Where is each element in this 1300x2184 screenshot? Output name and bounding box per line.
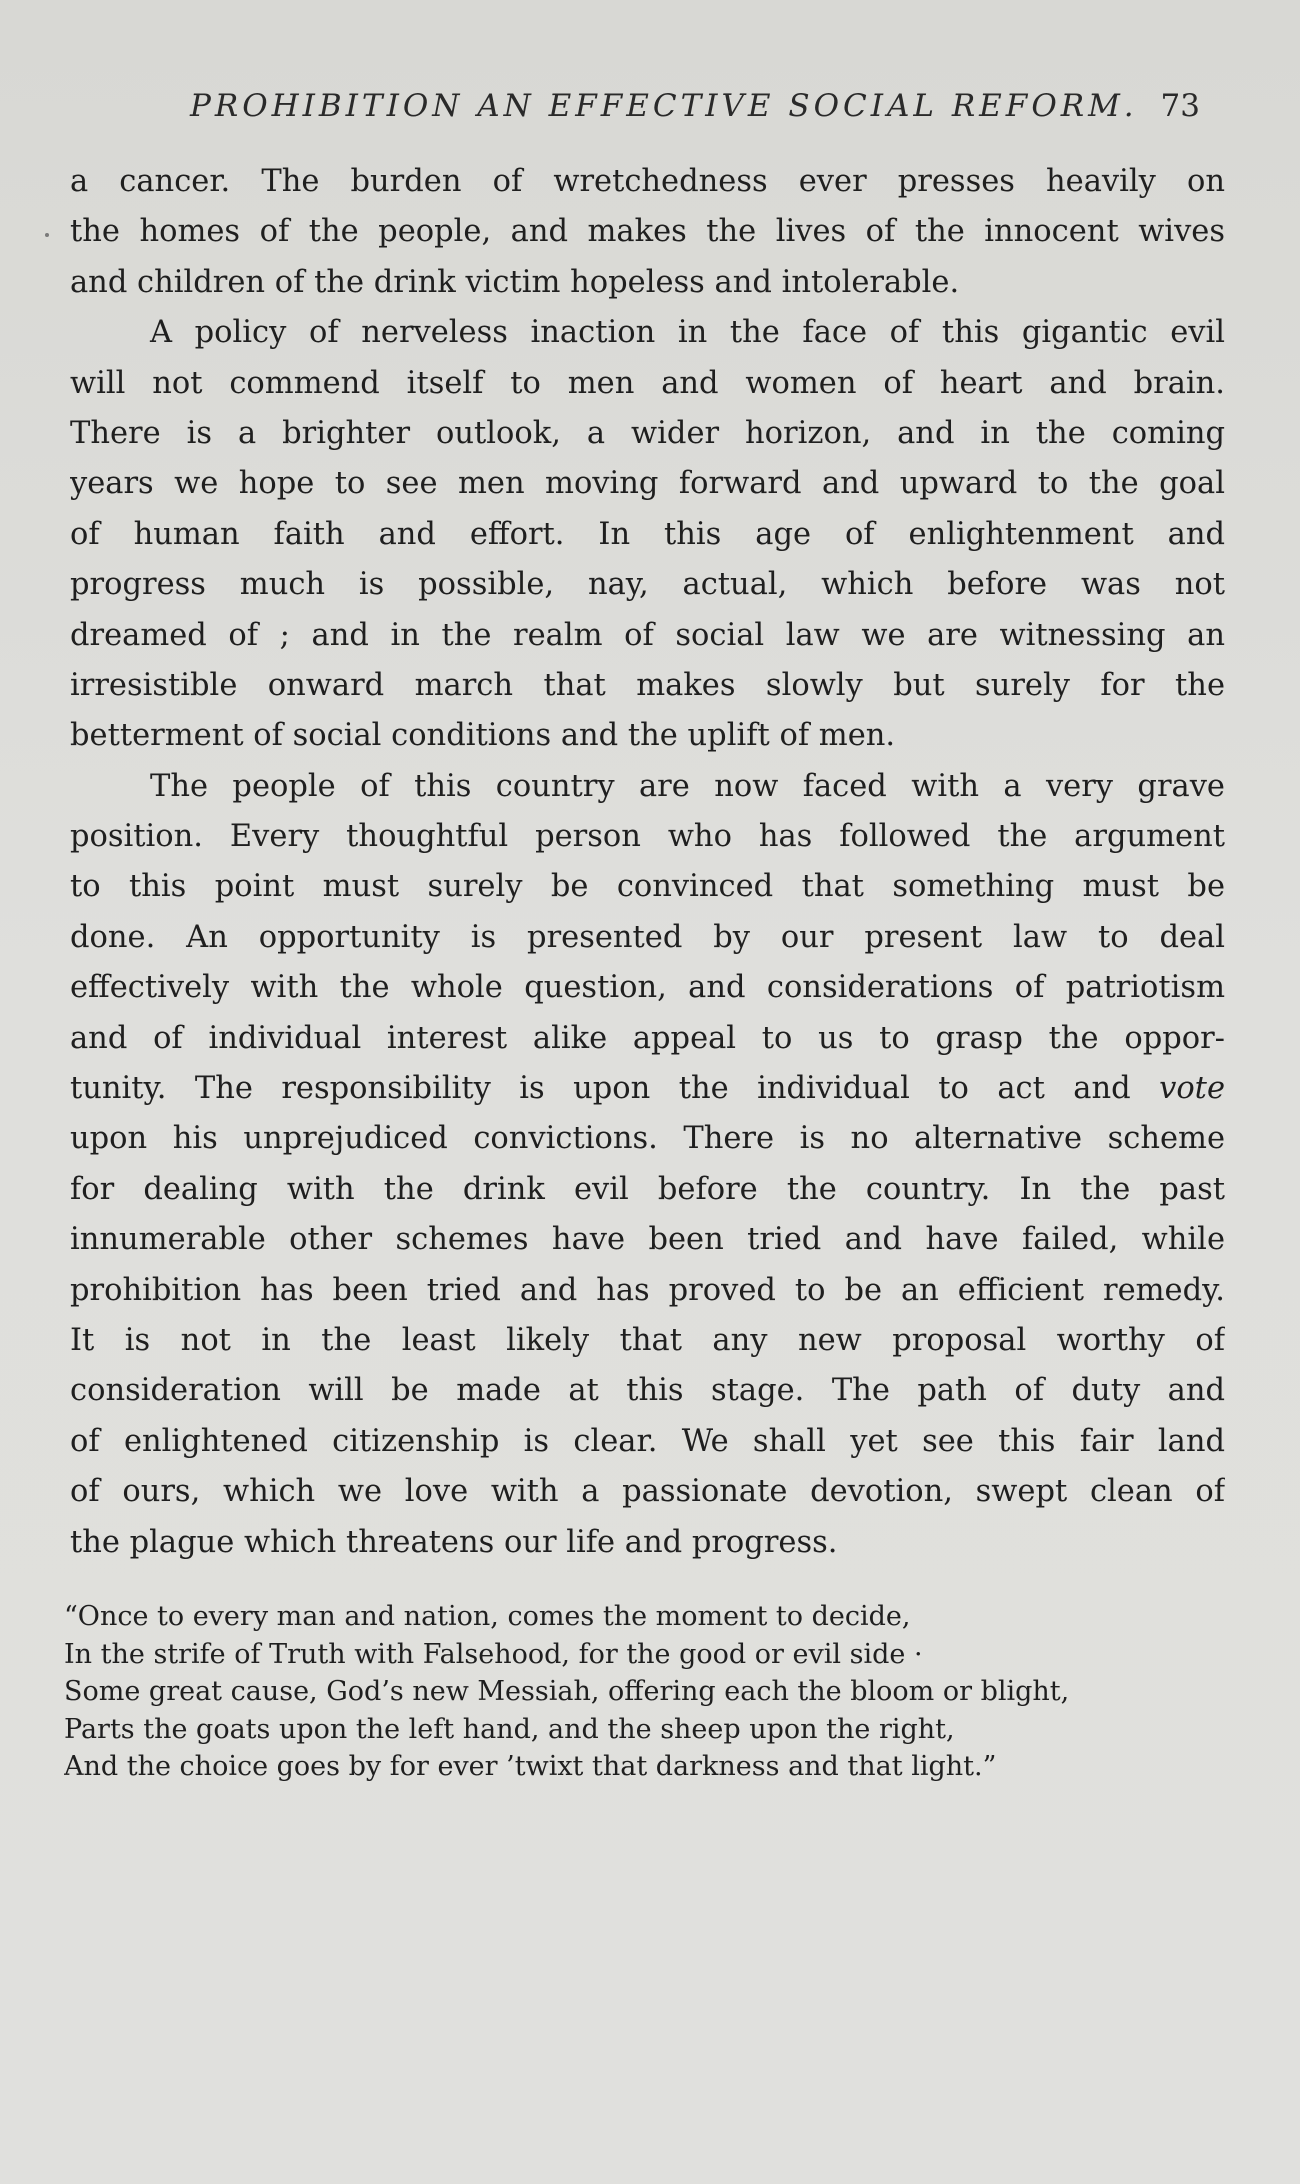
text-line: of enlightened citizenship is clear. We shall yet see this fair land	[70, 1423, 1225, 1459]
verse-line: “Once to every man and nation, comes the moment to decide,	[64, 1601, 911, 1632]
text-line: position. Every thoughtful person who has followed the argument	[70, 819, 1225, 855]
text-line: There is a brighter outlook, a wider horizon, and in the coming	[70, 415, 1225, 451]
text-line: consideration will be made at this stage. The path of duty and	[70, 1373, 1225, 1409]
margin-mark	[45, 233, 49, 237]
verse-line: Some great cause, God’s new Messiah, offering each the bloom or blight,	[64, 1676, 1070, 1707]
text-line: prohibition has been tried and has proved to be an efficient remedy.	[70, 1272, 1225, 1308]
paragraph-start-line: A policy of nerveless inaction in the face of this gigantic evil	[150, 315, 1225, 351]
running-head-title: PROHIBITION AN EFFECTIVE SOCIAL REFORM.	[190, 88, 1138, 124]
text-line: of human faith and effort. In this age of enlightenment and	[70, 516, 1225, 552]
text-line: upon his unprejudiced convictions. There is no alternative scheme	[70, 1121, 1225, 1157]
text-line: tunity. The responsibility is upon the individual to act and	[70, 1071, 1131, 1107]
text-line: It is not in the least likely that any new proposal worthy of	[70, 1322, 1225, 1358]
text-line: and children of the drink victim hopeless and intolerable.	[70, 264, 960, 300]
page-number: 73	[1160, 88, 1200, 124]
running-head	[190, 88, 1200, 138]
text-line: irresistible onward march that makes slowly but surely for the	[70, 667, 1225, 703]
text-line: years we hope to see men moving forward and upward to the goal	[70, 466, 1225, 502]
text-line: and of individual interest alike appeal to us to grasp the oppor-	[70, 1020, 1225, 1056]
text-line: betterment of social conditions and the uplift of men.	[70, 718, 896, 754]
text-line: the plague which threatens our life and progress.	[70, 1524, 838, 1560]
text-line: for dealing with the drink evil before the country. In the past	[70, 1171, 1225, 1207]
text-line: effectively with the whole question, and considerations of patriotism	[70, 970, 1225, 1006]
verse-line: And the choice goes by for ever ’twixt that darkness and that light.”	[64, 1751, 997, 1782]
text-line: to this point must surely be convinced that something must be	[70, 869, 1225, 905]
text-line: a cancer. The burden of wretchedness ever presses heavily on	[70, 164, 1225, 199]
verse-line: In the strife of Truth with Falsehood, for the good or evil side ·	[64, 1638, 923, 1670]
body-text	[70, 157, 1225, 1568]
text-line: of ours, which we love with a passionate devotion, swept clean of	[70, 1474, 1225, 1510]
verse-line: Parts the goats upon the left hand, and the sheep upon the right,	[64, 1713, 955, 1745]
text-line: innumerable other schemes have been tried and have failed, while	[70, 1222, 1225, 1258]
paragraph-start-line: The people of this country are now faced with a very grave	[150, 768, 1225, 804]
italic-word: vote	[1159, 1071, 1225, 1107]
text-line: progress much is possible, nay, actual, which before was not	[70, 567, 1225, 603]
text-line: the homes of the people, and makes the lives of the innocent wives	[70, 214, 1225, 250]
text-line: done. An opportunity is presented by our present law to deal	[70, 919, 1225, 955]
text-line-with-italic	[70, 1064, 1225, 1114]
text-line: will not commend itself to men and women of heart and brain.	[70, 365, 1225, 401]
text-line: dreamed of ; and in the realm of social law we are witnessing an	[70, 617, 1225, 653]
verse-quotation	[64, 1598, 1214, 1786]
